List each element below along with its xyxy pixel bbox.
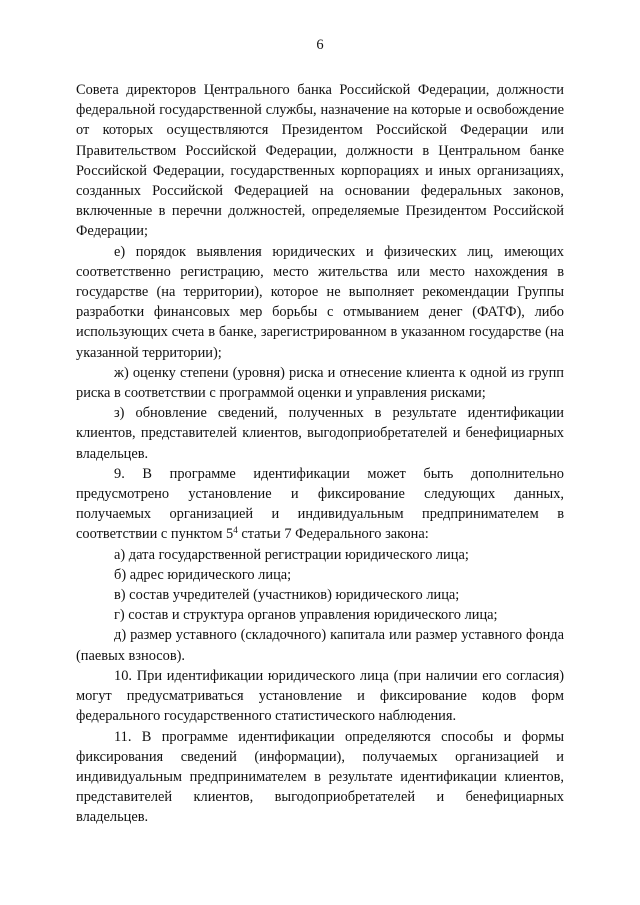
page-number: 6 xyxy=(316,37,324,53)
paragraph-item-a: а) дата государственной регистрации юридического лица; xyxy=(114,546,469,563)
document-body xyxy=(76,80,564,828)
paragraph-item-z: з) обновление сведений, полученных в результате идентификации клиентов, представителей клиентов, выгодоприобретателей и бенефициарных владельцев. xyxy=(76,405,564,462)
paragraph-item-e: е) порядок выявления юридических и физических лиц, имеющих соответственно регистрацию, место жительства или место нахождения в государстве (на территории), которое не выполняет рекомендации Группы разработки финансовых мер борьбы с отмыванием денег (ФАТФ), либо использующих счета в банке, зарегистрированном в указанном государстве (на указанной территории); xyxy=(76,243,564,361)
paragraph-item-g: г) состав и структура органов управления юридического лица; xyxy=(114,607,498,624)
paragraph-item-v: в) состав учредителей (участников) юридического лица; xyxy=(114,587,460,604)
paragraph-continuation: Совета директоров Центрального банка Российской Федерации, должности федеральной государственной службы, назначение на которые и освобождение от которых осуществляются Президентом Российской Федерации или Правительством Российской Федерации, должности в Центральном банке Российской Федерации, государственных корпорациях и иных организациях, созданных Российской Федерацией на основании федеральных законов, включенные в перечни должностей, определяемые Президентом Российской Федерации; xyxy=(76,82,564,240)
paragraph-item-zh: ж) оценку степени (уровня) риска и отнесение клиента к одной из групп риска в соответствии с программой оценки и управления рисками; xyxy=(76,364,564,402)
paragraph-item-d: д) размер уставного (складочного) капитала или размер уставного фонда (паевых взносов). xyxy=(76,627,564,664)
paragraph-point-9 xyxy=(76,464,564,545)
paragraph-point-11: 11. В программе идентификации определяются способы и формы фиксирования сведений (информации), получаемых организацией и индивидуальным предпринимателем в результате идентификации клиентов, представителей клиентов, выгодоприобретателей и бенефициарных владельцев. xyxy=(76,728,564,826)
paragraph-point-9-text: 9. В программе идентификации может быть дополнительно предусмотрено установление и фиксирование следующих данных, получаемых организацией и индивидуальным предпринимателем в соответствии с пунктом 5 xyxy=(76,465,564,543)
paragraph-item-b: б) адрес юридического лица; xyxy=(114,566,292,583)
paragraph-point-9-tail: статьи 7 Федерального закона: xyxy=(237,526,429,543)
superscript-4: 4 xyxy=(233,525,238,536)
paragraph-point-10: 10. При идентификации юридического лица (при наличии его согласия) могут предусматриваться установление и фиксирование кодов форм федерального государственного статистического наблюдения. xyxy=(76,667,564,725)
